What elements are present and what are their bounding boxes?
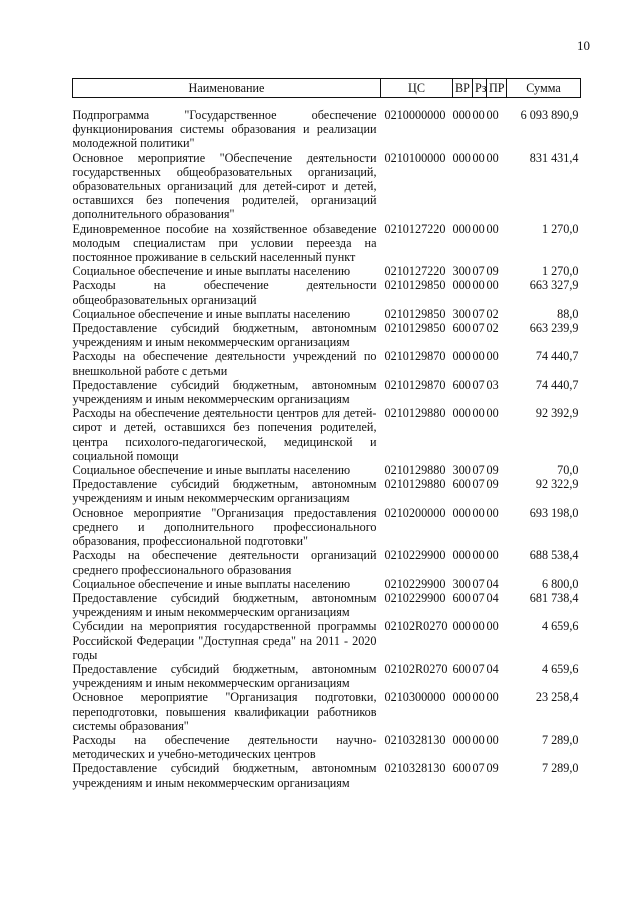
header-sum: Сумма [507, 79, 581, 98]
cell-cs: 0210129880 [384, 463, 446, 478]
cell-cs: 0210129880 [384, 477, 446, 492]
page-number: 10 [577, 38, 590, 53]
cell-cs: 0210129870 [384, 349, 446, 364]
cell-name: Расходы на обеспечение деятельности научно-методических и учебно-методических центров [72, 732, 377, 762]
cell-cs: 0210229900 [384, 548, 446, 563]
table-row [73, 548, 581, 576]
cell-cs: 0210129850 [384, 306, 446, 321]
table-row [73, 278, 581, 306]
cell-vr: 000 [452, 349, 471, 364]
cell-name: Предоставление субсидий бюджетным, автономным учреждениям и иным некоммерческим организациям [72, 321, 377, 350]
cell-vr: 000 [452, 548, 471, 563]
cell-name: Единовременное пособие на хозяйственное обзаведение молодым специалистам при условии переезда на постоянное проживание в сельский населенный пункт [72, 221, 377, 265]
cell-pr: 00 [486, 349, 499, 364]
cell-cs: 0210229900 [384, 590, 446, 605]
cell-name: Предоставление субсидий бюджетным, автономным учреждениям и иным некоммерческим организациям [72, 761, 377, 790]
cell-rz: 00 [472, 349, 485, 364]
cell-sum: 7 289,0 [541, 732, 579, 747]
cell-sum: 663 327,9 [529, 278, 579, 293]
cell-cs: 0210129850 [384, 321, 446, 336]
cell-cs: 0210000000 [384, 108, 446, 122]
cell-cs: 02102R0270 [384, 661, 448, 676]
cell-vr: 300 [452, 576, 471, 591]
cell-cs: 0210129880 [384, 406, 446, 421]
table-row [73, 761, 581, 789]
cell-pr: 04 [486, 576, 499, 591]
cell-vr: 000 [452, 505, 471, 520]
cell-pr: 00 [486, 505, 499, 520]
cell-pr: 00 [486, 278, 499, 293]
cell-rz: 00 [472, 619, 485, 634]
cell-rz: 07 [472, 264, 485, 279]
cell-rz: 00 [472, 108, 485, 122]
cell-sum: 88,0 [557, 306, 579, 321]
cell-pr: 00 [486, 732, 499, 747]
table-row [73, 690, 581, 733]
cell-sum: 92 322,9 [535, 477, 579, 492]
cell-name: Расходы на обеспечение деятельности организаций среднего профессионального образования [72, 548, 377, 577]
table-row [73, 477, 581, 505]
cell-sum: 6 800,0 [541, 576, 579, 591]
cell-vr: 300 [452, 463, 471, 478]
cell-sum: 693 198,0 [529, 505, 579, 520]
cell-pr: 00 [486, 690, 499, 705]
cell-sum: 74 440,7 [535, 349, 579, 364]
cell-name: Расходы на обеспечение деятельности общеобразовательных организаций [72, 278, 377, 307]
cell-rz: 07 [472, 321, 485, 336]
table-spacer [73, 98, 581, 109]
cell-name: Социальное обеспечение и иные выплаты населению [72, 306, 351, 321]
table-header [73, 79, 581, 98]
cell-rz: 07 [472, 463, 485, 478]
cell-cs: 0210229900 [384, 576, 446, 591]
cell-rz: 07 [472, 377, 485, 392]
cell-pr: 02 [486, 321, 499, 336]
cell-vr: 600 [452, 477, 471, 492]
cell-cs: 0210300000 [384, 690, 446, 705]
table-row [73, 349, 581, 377]
cell-rz: 00 [472, 690, 485, 705]
cell-name: Основное мероприятие "Организация предоставления среднего и дополнительного профессионального образования, профессиональной подготовки" [72, 505, 377, 549]
cell-rz: 00 [472, 221, 485, 236]
cell-rz: 07 [472, 576, 485, 591]
cell-sum: 23 258,4 [535, 690, 579, 705]
cell-rz: 00 [472, 548, 485, 563]
cell-vr: 000 [452, 150, 471, 165]
table-row [73, 463, 581, 477]
cell-name: Субсидии на мероприятия государственной программы Российской Федерации "Доступная среда" на 2011 - 2020 годы [72, 619, 377, 662]
header-pr: ПР [487, 79, 507, 98]
cell-name: Расходы на обеспечение деятельности центров для детей-сирот и детей, оставшихся без попечения родителей, центра психолого-педагогической, медицинской и социальной помощи [72, 406, 377, 463]
cell-sum: 1 270,0 [541, 221, 579, 236]
cell-vr: 000 [452, 278, 471, 293]
cell-vr: 000 [452, 619, 471, 634]
cell-rz: 07 [472, 477, 485, 492]
cell-sum: 92 392,9 [535, 406, 579, 421]
cell-pr: 00 [486, 406, 499, 421]
cell-rz: 07 [472, 590, 485, 605]
cell-sum: 663 239,9 [529, 321, 579, 336]
cell-rz: 00 [472, 732, 485, 747]
budget-table [72, 78, 581, 790]
cell-name: Расходы на обеспечение деятельности учреждений по внешкольной работе с детьми [72, 349, 377, 378]
cell-rz: 00 [472, 505, 485, 520]
cell-pr: 04 [486, 590, 499, 605]
table-row [73, 506, 581, 549]
cell-rz: 07 [472, 306, 485, 321]
cell-vr: 600 [452, 661, 471, 676]
cell-cs: 0210328130 [384, 732, 446, 747]
header-vr: ВР [453, 79, 473, 98]
table-row [73, 307, 581, 321]
cell-pr: 03 [486, 377, 499, 392]
cell-cs: 0210129870 [384, 377, 446, 392]
cell-cs: 02102R0270 [384, 619, 448, 634]
cell-rz: 00 [472, 406, 485, 421]
cell-name: Подпрограмма "Государственное обеспечение функционирования системы образования и реализации молодежной политики" [72, 108, 377, 151]
cell-pr: 09 [486, 477, 499, 492]
cell-pr: 09 [486, 761, 499, 776]
cell-cs: 0210328130 [384, 761, 446, 776]
cell-name: Предоставление субсидий бюджетным, автономным учреждениям и иным некоммерческим организациям [72, 377, 377, 407]
cell-name: Основное мероприятие "Обеспечение деятельности государственных общеобразовательных организаций, образовательных организаций для детей-сирот и детей, оставшихся без попечения родителей, организаций дополнительного образования" [72, 150, 377, 222]
cell-rz: 07 [472, 761, 485, 776]
cell-pr: 00 [486, 108, 499, 122]
table-row [73, 321, 581, 349]
cell-cs: 0210100000 [384, 150, 446, 165]
table-row [73, 108, 581, 151]
cell-pr: 04 [486, 661, 499, 676]
table-row [73, 733, 581, 761]
cell-name: Социальное обеспечение и иные выплаты населению [72, 576, 351, 591]
table-row [73, 151, 581, 222]
header-cs: ЦС [381, 79, 453, 98]
table-row [73, 406, 581, 463]
cell-pr: 09 [486, 463, 499, 478]
cell-cs: 0210127220 [384, 221, 446, 236]
cell-pr: 02 [486, 306, 499, 321]
table-row [73, 591, 581, 619]
cell-sum: 74 440,7 [535, 377, 579, 392]
table-row [73, 619, 581, 662]
cell-sum: 831 431,4 [529, 150, 579, 165]
table-row [73, 378, 581, 406]
cell-cs: 0210200000 [384, 505, 446, 520]
cell-pr: 00 [486, 548, 499, 563]
cell-rz: 07 [472, 661, 485, 676]
cell-name: Социальное обеспечение и иные выплаты населению [72, 463, 351, 478]
cell-pr: 00 [486, 150, 499, 165]
cell-sum: 688 538,4 [529, 548, 579, 563]
cell-vr: 300 [452, 306, 471, 321]
cell-name: Предоставление субсидий бюджетным, автономным учреждениям и иным некоммерческим организациям [72, 590, 377, 620]
cell-sum: 1 270,0 [541, 264, 579, 279]
cell-sum: 4 659,6 [541, 619, 579, 634]
header-rz: Рз [473, 79, 487, 98]
cell-rz: 00 [472, 150, 485, 165]
table-row [73, 264, 581, 278]
cell-sum: 4 659,6 [541, 661, 579, 676]
cell-rz: 00 [472, 278, 485, 293]
cell-vr: 600 [452, 761, 471, 776]
cell-pr: 00 [486, 221, 499, 236]
cell-sum: 6 093 890,9 [520, 108, 579, 122]
cell-vr: 000 [452, 690, 471, 705]
table-row [73, 577, 581, 591]
table-body [73, 98, 581, 790]
cell-name: Предоставление субсидий бюджетным, автономным учреждениям и иным некоммерческим организациям [72, 661, 377, 691]
cell-vr: 600 [452, 590, 471, 605]
table-row [73, 222, 581, 265]
cell-pr: 09 [486, 264, 499, 279]
cell-cs: 0210127220 [384, 264, 446, 279]
cell-sum: 7 289,0 [541, 761, 579, 776]
cell-vr: 000 [452, 406, 471, 421]
cell-vr: 000 [452, 221, 471, 236]
cell-name: Основное мероприятие "Организация подготовки, переподготовки, повышения квалификации работников системы образования" [72, 690, 377, 733]
header-name: Наименование [73, 79, 381, 98]
cell-name: Предоставление субсидий бюджетным, автономным учреждениям и иным некоммерческим организациям [72, 477, 377, 506]
cell-cs: 0210129850 [384, 278, 446, 293]
cell-name: Социальное обеспечение и иные выплаты населению [72, 264, 351, 279]
cell-sum: 70,0 [557, 463, 579, 478]
cell-sum: 681 738,4 [529, 590, 579, 605]
cell-vr: 000 [452, 108, 471, 122]
cell-vr: 300 [452, 264, 471, 279]
cell-vr: 600 [452, 321, 471, 336]
cell-vr: 000 [452, 732, 471, 747]
table-row [73, 662, 581, 690]
cell-pr: 00 [486, 619, 499, 634]
cell-vr: 600 [452, 377, 471, 392]
